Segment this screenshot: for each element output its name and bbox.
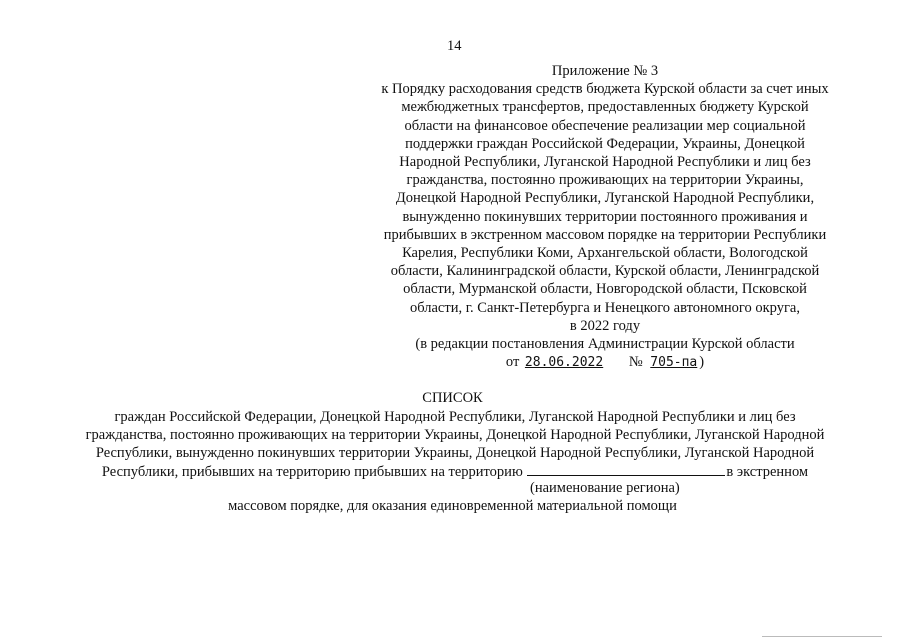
appendix-line: Народной Республики, Луганской Народной Республики и лиц без	[399, 154, 811, 171]
appendix-line: (в редакции постановления Администрации Курской области	[415, 336, 795, 353]
appendix-line: области на финансовое обеспечение реализации мер социальной	[404, 117, 806, 134]
scan-edge-divider	[762, 636, 882, 637]
region-blank-field	[527, 463, 725, 476]
appendix-line: в 2022 году	[569, 317, 641, 334]
subtitle-line: гражданства, постоянно проживающих на территории Украины, Донецкой Народной Республики, Луганской Народной	[85, 427, 825, 444]
region-caption: (наименование региона)	[530, 480, 680, 496]
appendix-line: прибывших в экстренном массовом порядке на территории Республики	[383, 226, 827, 243]
list-heading: СПИСОК	[422, 390, 483, 406]
redaction-number-stamp: 705-па	[650, 355, 698, 371]
appendix-line: к Порядку расходования средств бюджета Курской области за счет иных	[381, 81, 829, 98]
appendix-line: Карелия, Республики Коми, Архангельской области, Вологодской	[402, 245, 808, 262]
appendix-line: области, Калининградской области, Курской области, Ленинградской	[390, 263, 820, 280]
appendix-line: Донецкой Народной Республики, Луганской Народной Республики,	[395, 190, 815, 207]
subtitle-line-start: Республики, прибывших на территорию прибывших на территорию	[101, 463, 523, 480]
appendix-line: области, Мурманской области, Новгородской области, Псковской	[403, 281, 807, 298]
appendix-line: гражданства, постоянно проживающих на территории Украины,	[406, 172, 804, 189]
appendix-line: вынужденно покинувших территории постоянного проживания и	[402, 208, 808, 225]
redaction-date-stamp: 28.06.2022	[524, 355, 604, 371]
subtitle-line: Республики, вынужденно покинувших территории Украины, Донецкой Народной Республики, Луганской Народной	[95, 445, 815, 462]
page-number: 14	[447, 38, 462, 54]
subtitle-last-line: массовом порядке, для оказания единовременной материальной помощи	[228, 498, 677, 514]
appendix-line: поддержки граждан Российской Федерации, Украины, Донецкой	[405, 135, 805, 152]
subtitle-line-with-blank	[55, 463, 855, 481]
appendix-header	[360, 62, 850, 372]
appendix-line: области, г. Санкт-Петербурга и Ненецкого автономного округа,	[409, 299, 800, 316]
redaction-prefix: от	[505, 354, 520, 371]
subtitle-line-end: в экстренном	[726, 463, 809, 480]
redaction-number-sign: №	[628, 354, 643, 371]
appendix-title: Приложение № 3	[551, 63, 659, 79]
list-subtitle	[55, 408, 855, 481]
redaction-close: )	[699, 354, 705, 371]
appendix-line: межбюджетных трансфертов, предоставленных бюджету Курской	[401, 99, 809, 116]
redaction-line	[360, 353, 850, 372]
subtitle-line: граждан Российской Федерации, Донецкой Народной Республики, Луганской Народной Республики и лиц без	[114, 409, 796, 425]
